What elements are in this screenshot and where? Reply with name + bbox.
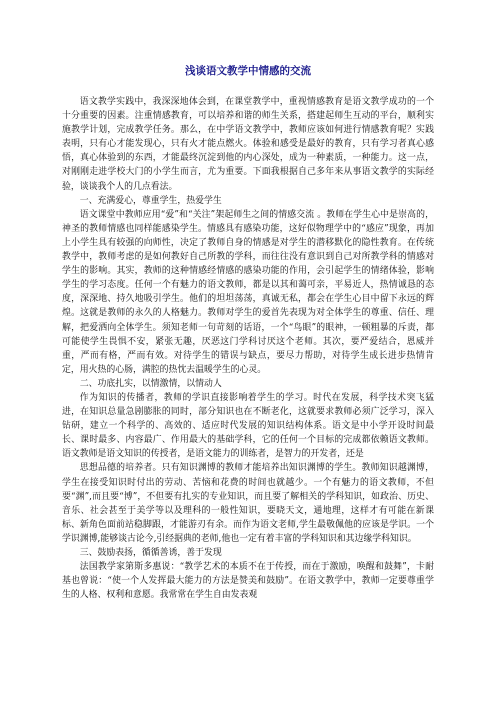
paragraph-encouragement: 法国教学家第斯多惠说：“教学艺术的本质不在于传授，而在于激励，唤醒和鼓舞”，卡耐基也曾说：“使一个人发挥最大能力的方法是赞美和鼓励”。在语文教学中，教师一定要尊重学生的人格、权利和意愿。我常常在学生自由发表观 xyxy=(62,562,434,601)
paragraph-love-students: 语文课堂中教师应用“爱”和“关注”架起师生之间的情感交流 。教师在学生心中是崇高的，神圣的教师情感也同样能感染学生。情感具有感染功能，这好似物理学中的“感应”现象，再加上小学生具有较强的向师性，决定了教师自身的情感是对学生的潜移默化的隐性教育。在传统教学中，教师考虑的是如何教好自己所教的学科，而往往没有意识到自己对所教学科的情感对学生的影响。其实，教师的这种情感经情感的感染功能的作用，会引起学生的情绪体验，影响学生的学习态度。任何一个有魅力的语文教师，都是以其和蔼可亲，平易近人，热情诚恳的态度，深深地、持久地吸引学生。他们的坦坦荡荡，真诚无私，都会在学生心目中留下永远的辉煌。这就是教师的永久的人格魅力。教师对学生的爱首先表现为对全体学生的尊重、信任、理解，把爱洒向全体学生。须知老师一句苛刻的话语，一个“鸟眼”的眼神，一顿粗暴的斥责，都可能使学生畏惧不安，紧张无趣，厌恶这门学科讨厌这个老师。其次，要严爱结合，恩威并重，严而有格，严而有效。对待学生的错误与缺点，要尽力帮助，对待学生成长进步热情肯定，用火热的心肠，满腔的热忱去温暖学生的心灵。 xyxy=(62,209,434,375)
paragraph-erudition: 思想品德的培养者。只有知识渊博的教师才能培养出知识渊博的学生。教师知识越渊博，学生在接受知识时付出的劳动、苦恼和花费的时间也就越少。一个有魅力的语文教师，不但要“渊”,而且要“博”，不但要有扎实的专业知识，而且要了解相关的学科知识，如政治、历史、音乐、社会甚至于美学等以及理科的一般性知识，要晓天文，通地理，这样才有可能在新课标、新角色面前站稳脚跟，才能游刃有余。而作为语文老师,学生最敬佩他的应该是学识。一个学识渊博,能够谈古论今,引经据典的老师,他也一定有着丰富的学科知识和其边缘学科知识。 xyxy=(62,463,434,544)
paragraph-intro: 语文教学实践中，我深深地体会到，在课堂教学中，重视情感教育是语文教学成功的一个十分重要的因素。注重情感教育，可以培养和谐的师生关系，搭建起师生互动的平台，顺利实施教学计划，完成教学任务。那么，在中学语文教学中，教师应该如何进行情感教育呢？实践表明，只有心才能发现心，只有火才能点燃火。体验和感受是最好的教育，只有学习者真心感悟，真心体验到的东西，才能最终沉淀到他的内心深处，成为一种素质，一种能力。这一点，对刚刚走进学校大门的小学生而言，尤为重要。下面我根据自己多年来从事语文教学的实际经验，谈谈我个人的几点看法。 xyxy=(62,97,434,192)
section-heading-2: 二、功底扎实，以情激情，以情动人 xyxy=(79,378,222,389)
section-heading-1: 一、充满爱心，尊重学生，热爱学生 xyxy=(79,195,222,206)
document-body xyxy=(62,95,434,602)
document-title: 浅谈语文教学中情感的交流 xyxy=(185,65,311,77)
section-heading-3: 三、鼓励表扬，循循善诱，善于发现 xyxy=(79,548,222,558)
paragraph-knowledge: 作为知识的传播者，教师的学识直接影响着学生的学习。时代在发展，科学技术突飞猛进，在知识总量急剧膨胀的同时，部分知识也在不断老化，这就要求教师必须广泛学习，深入钻研，建立一个科学的、高效的、适应时代发展的知识结构体系。语文是中小学开设时间最长、课时最多、内容最广、作用最大的基础学科，它的任何一个目标的完成都依赖语文教师。语文教师是语文知识的传授者，是语文能力的训练者，是智力的开发者，还是 xyxy=(62,392,434,460)
